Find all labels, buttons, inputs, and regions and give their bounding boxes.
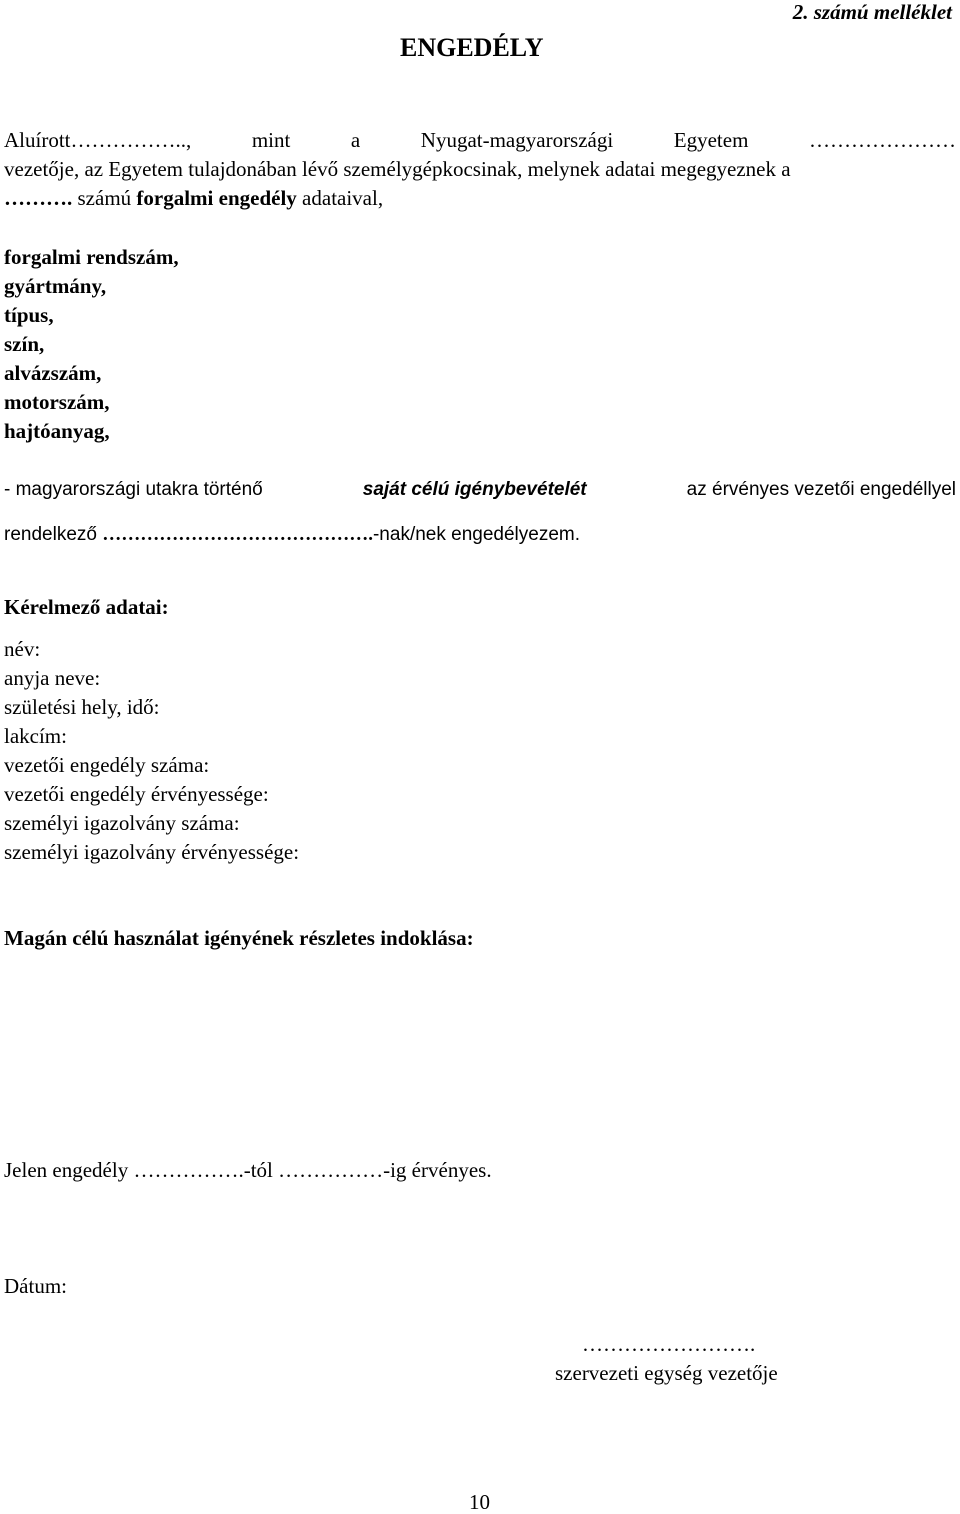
authorization-text: - magyarországi utakra történő — [4, 479, 263, 500]
applicant-field: név: — [4, 637, 41, 661]
applicant-field: lakcím: — [4, 724, 67, 748]
intro-word: mint — [251, 128, 291, 152]
vehicle-field: típus, — [4, 303, 54, 327]
intro-word: Nyugat-magyarországi — [420, 128, 614, 152]
date-label: Dátum: — [4, 1274, 67, 1298]
intro-word: Aluírott…………….., — [4, 128, 192, 152]
intro-line-2: vezetője, az Egyetem tulajdonában lévő személygépkocsinak, melynek adatai megegyeznek a — [4, 157, 791, 181]
applicant-heading: Kérelmező adatai: — [4, 595, 169, 619]
authorization-emphasis: saját célú igénybevételét — [362, 479, 587, 500]
vehicle-field: hajtóanyag, — [4, 419, 110, 443]
intro-line-1 — [4, 128, 956, 152]
applicant-field: anyja neve: — [4, 666, 101, 690]
vehicle-field: szín, — [4, 332, 45, 356]
page-number: 10 — [469, 1490, 490, 1514]
applicant-field: személyi igazolvány érvényessége: — [4, 840, 300, 864]
validity-line: Jelen engedély …………….-tól ……………-ig érvényes. — [4, 1158, 492, 1182]
vehicle-field: gyártmány, — [4, 274, 107, 298]
applicant-field: személyi igazolvány száma: — [4, 811, 240, 835]
applicant-field: születési hely, idő: — [4, 695, 160, 719]
intro-line-3: ………. számú forgalmi engedély adataival, — [4, 186, 384, 210]
intro-word: a — [350, 128, 361, 152]
vehicle-field: alvázszám, — [4, 361, 102, 385]
document-title: ENGEDÉLY — [400, 33, 544, 62]
justification-heading: Magán célú használat igényének részletes indoklása: — [4, 926, 474, 950]
authorization-line-2: rendelkező …………………………………….-nak/nek engedélyezem. — [4, 524, 580, 545]
applicant-field: vezetői engedély száma: — [4, 753, 210, 777]
authorization-line-1 — [4, 478, 956, 502]
intro-word: ………………… — [808, 128, 956, 152]
signature-line: ……………………. — [582, 1332, 756, 1356]
intro-word: Egyetem — [673, 128, 749, 152]
annex-label: 2. számú melléklet — [792, 0, 952, 24]
vehicle-field: motorszám, — [4, 390, 110, 414]
applicant-field: vezetői engedély érvényessége: — [4, 782, 269, 806]
authorization-text: az érvényes vezetői engedéllyel — [686, 479, 956, 500]
signature-label: szervezeti egység vezetője — [555, 1361, 778, 1385]
vehicle-field: forgalmi rendszám, — [4, 245, 179, 269]
